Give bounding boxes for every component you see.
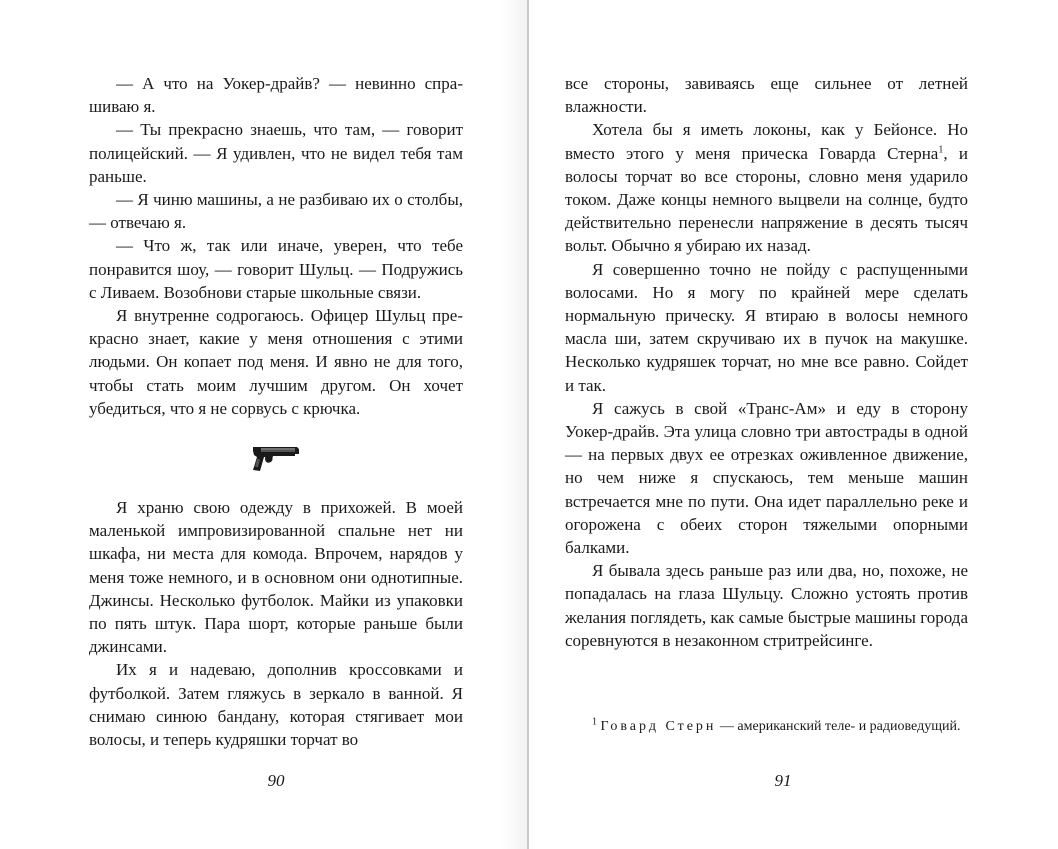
paragraph: Я храню свою одежду в прихожей. В моей маленькой импровизированной спальне нет ни шкафа, ни места для комода. Впрочем, нарядов у меня тоже немного, и в основном они однотипные. Джинсы. Несколько футболок. Майки из упаковки по пять штук. Пара шорт, которые раньше были джинсами.: [89, 498, 463, 657]
paragraph: [565, 118, 968, 257]
section-break-ornament: [89, 420, 463, 496]
footnote-name: Говард Стерн: [600, 719, 717, 734]
paragraph: Я сажусь в свой «Транс-Ам» и еду в сторону Уокер-драйв. Эта улица словно три автострады в одной — на первых двух ее отрезках оживленное движение, но чем ниже я спускаюсь, тем меньше машин встречается мне по пути. Она идет параллельно реке и огорожена с обеих сторон тяжелыми опорными балками.: [565, 398, 968, 558]
paragraph: — Что ж, так или иначе, уверен, что тебе понравится шоу, — говорит Шульц. — Подружись с Ливаем. Возобнови старые школьные связи.: [89, 236, 463, 302]
right-page-text: [565, 72, 968, 652]
paragraph: — Я чиню машины, а не разбиваю их о столбы, — отвечаю я.: [89, 190, 463, 233]
paragraph: Их я и надеваю, дополнив кроссовками и футболкой. Затем гляжусь в зеркало в ванной. Я снимаю синюю бандану, которая стягивает мои волосы, и теперь кудряшки торчат во: [89, 660, 463, 750]
page-number: 90: [267, 771, 285, 790]
page-number: 91: [774, 771, 792, 790]
paragraph: Я совершенно точно не пойду с распущенными волосами. Но я могу по крайней мере сделать нормальную прическу. Я втираю в волосы немного масла ши, затем скручиваю их в пучок на макушке. Несколько кудряшек торчат, но мне все равно. Сойдет и так.: [565, 259, 968, 395]
footnote-text: [565, 717, 968, 736]
footnote-number: 1: [592, 716, 597, 728]
pistol-icon: [251, 443, 301, 473]
paragraph-text: , и волосы торчат во все стороны, словно меня ударило током. Даже концы немного выцвели на солнце, будто действительно перенесли напряжение в десять тысяч вольт. Обычно я убираю их назад.: [565, 143, 968, 256]
paragraph-text: Хотела бы я иметь локоны, как у Бейонсе. Но вместо этого у меня прическа Говарда Стерна: [565, 120, 968, 163]
paragraph: — А что на Уокер-драйв? — невинно спрашиваю я.: [89, 74, 463, 117]
paragraph: — Ты прекрасно знаешь, что там, — говорит полицейский. — Я удивлен, что не видел тебя там раньше.: [89, 120, 463, 186]
footnote: [565, 717, 968, 736]
gutter-shadow: [500, 0, 527, 849]
footnote-body: — американский теле- и радиоведущий.: [716, 719, 961, 734]
footnote-marker: 1: [938, 143, 944, 155]
paragraph: Я внутренне содрогаюсь. Офицер Шульц прекрасно знает, какие у меня отношения с этими людьми. Он копает под меня. И явно не для того, чтобы стать моим лучшим другом. Он хочет убедиться, что я не сорвусь с крючка.: [89, 306, 463, 418]
paragraph: все стороны, завиваясь еще сильнее от летней влажности.: [565, 74, 968, 117]
paragraph: Я бывала здесь раньше раз или два, но, похоже, не попадалась на глаза Шульцу. Сложно устоять против желания поглядеть, как самые быстрые машины города соревнуются в незаконном стритрейсинге.: [565, 561, 968, 650]
left-page-text: [89, 72, 463, 751]
